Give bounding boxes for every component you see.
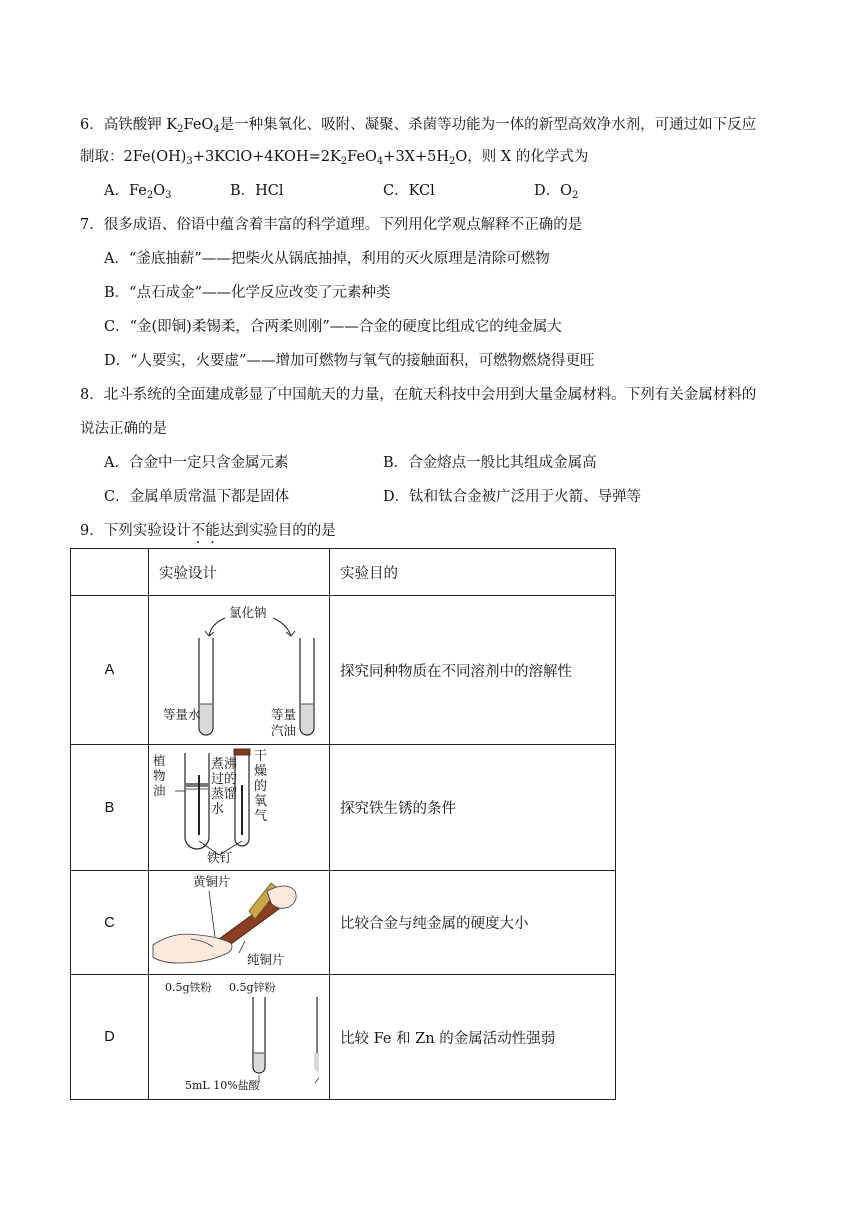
figure-a-solubility [149,596,319,744]
figure-cell [149,596,330,745]
label-dry-oxygen: 干燥的氧气 [254,749,268,824]
figure-c-hardness [149,871,319,974]
emphasis-bu: 不 [190,523,206,539]
label-iron-nail: 铁钉 [207,850,233,865]
q8-stem-line1: 8．北斗系统的全面建成彰显了中国航天的力量，在航天科技中会用到大量金属材料。下列有关金属材料的 [80,387,757,403]
label-pure-copper: 纯铜片 [247,952,285,967]
q8-option-c: C．金属单质常温下都是固体 [104,489,290,505]
q8-stem-line2: 说法正确的是 [80,421,167,437]
q8-option-d: D．钛和钛合金被广泛用于火箭、导弹等 [383,489,642,505]
header-purpose: 实验目的 [330,549,616,596]
purpose-d: 比较 Fe 和 Zn 的金属活动性强弱 [330,975,616,1100]
q7-option-d: D．“人要实，火要虚”——增加可燃物与氧气的接触面积，可燃物燃烧得更旺 [104,353,595,369]
purpose-a: 探究同种物质在不同溶剂中的溶解性 [330,596,616,745]
header-blank [71,549,149,596]
label-iron-powder: 0.5g铁粉 [165,981,212,994]
q8-option-a: A．合金中一定只含金属元素 [104,455,289,471]
q9-stem: 9．下列实验设计不能达到实验目的的是 [80,523,336,539]
q7-option-c: C．“金(即铜)柔锡柔，合两柔则刚”——合金的硬度比组成它的纯金属大 [104,319,562,335]
table-row [71,596,616,745]
label-water: 等量水 [163,707,201,722]
q6-option-d: D．$O_2$ [534,183,579,201]
figure-cell [149,975,330,1100]
q6-stem-line2: 制取：$2Fe(OH)_3+3KClO+4KOH=2K_2FeO_4+3X+5H_2O$，则 X 的化学式为 [80,149,589,167]
table-row [71,975,616,1100]
header-design: 实验设计 [149,549,330,596]
purpose-c: 比较合金与纯金属的硬度大小 [330,871,616,975]
figure-b-rusting [149,745,319,870]
row-label: A [71,596,149,745]
label-equal: 等量 [271,707,297,722]
table-row [71,745,616,871]
emphasis-neng: 能 [205,523,220,539]
q7-stem: 7．很多成语、俗语中蕴含着丰富的科学道理。下列用化学观点解释不正确的是 [80,217,583,233]
q6-option-c: C．KCl [383,183,435,199]
experiment-table [70,548,616,1100]
q7-option-a: A．“釜底抽薪”——把柴火从锅底抽掉，利用的灭火原理是清除可燃物 [104,251,550,267]
label-vegetable-oil: 植物油 [153,753,166,798]
label-hydrochloric-acid: 5mL 10%盐酸 [185,1079,260,1092]
figure-cell [149,871,330,975]
q6-option-a: A．$Fe_2O_3$ [104,183,172,201]
label-brass: 黄铜片 [193,874,231,889]
figure-cell [149,745,330,871]
q6-stem-line1: 6．高铁酸钾 $K_2FeO_4$是一种集氧化、吸附、凝聚、杀菌等功能为一体的新型高效净水剂，可通过如下反应 [80,117,757,135]
q6-option-b: B．HCl [230,183,284,199]
label-zinc-powder: 0.5g锌粉 [229,981,276,994]
label-boiled-water: 煮沸过的蒸馏水 [211,757,238,817]
q8-option-b: B．合金熔点一般比其组成金属高 [383,455,597,471]
row-label: D [71,975,149,1100]
label-sodium-chloride: 氯化钠 [229,605,267,620]
figure-d-activity [149,975,319,1099]
table-row [71,871,616,975]
row-label: B [71,745,149,871]
purpose-b: 探究铁生锈的条件 [330,745,616,871]
q7-option-b: B．“点石成金”——化学反应改变了元素种类 [104,285,391,301]
row-label: C [71,871,149,975]
table-header-row [71,549,616,596]
scratch-diagram [149,871,319,974]
label-gasoline: 汽油 [271,723,297,738]
